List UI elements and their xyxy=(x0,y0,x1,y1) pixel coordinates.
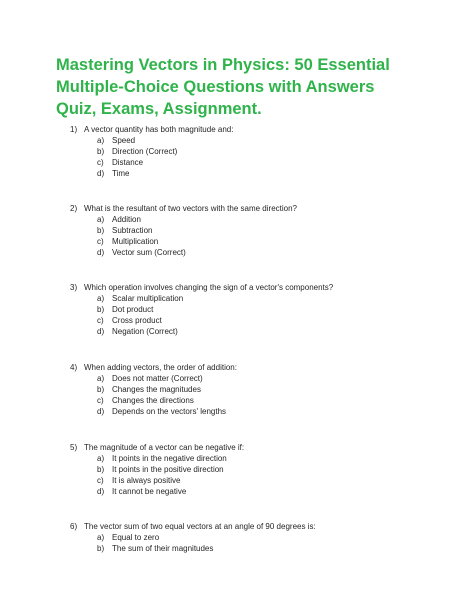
question-header xyxy=(0,362,474,373)
option-text: Changes the directions xyxy=(112,396,194,405)
question-text: What is the resultant of two vectors with the same direction? xyxy=(84,204,297,213)
option-text: Scalar multiplication xyxy=(112,294,184,303)
option-letter: a) xyxy=(97,136,105,145)
option-text: Multiplication xyxy=(112,237,159,246)
option-letter: d) xyxy=(97,169,105,178)
option-letter: c) xyxy=(97,396,104,405)
answer-option xyxy=(0,384,474,395)
answer-option xyxy=(0,373,474,384)
question-number: 3) xyxy=(70,283,78,292)
option-text: Time xyxy=(112,169,130,178)
question-number: 2) xyxy=(70,204,78,213)
option-text: Equal to zero xyxy=(112,533,160,542)
option-letter: d) xyxy=(97,407,105,416)
answer-option xyxy=(0,214,474,225)
option-letter: a) xyxy=(97,533,105,542)
answer-option xyxy=(0,326,474,337)
question-header xyxy=(0,203,474,214)
question-1 xyxy=(0,124,474,179)
question-number: 1) xyxy=(70,125,78,134)
option-letter: b) xyxy=(97,544,105,553)
option-letter: c) xyxy=(97,237,104,246)
option-text: Negation (Correct) xyxy=(112,327,178,336)
answer-option xyxy=(0,247,474,258)
answer-option xyxy=(0,543,474,554)
question-3 xyxy=(0,282,474,337)
question-text: A vector quantity has both magnitude and: xyxy=(84,125,234,134)
option-letter: b) xyxy=(97,465,105,474)
option-text: Depends on the vectors' lengths xyxy=(112,407,227,416)
answer-option xyxy=(0,293,474,304)
answer-option xyxy=(0,475,474,486)
option-text: It cannot be negative xyxy=(112,487,187,496)
option-text: Dot product xyxy=(112,305,154,314)
answer-option xyxy=(0,236,474,247)
option-letter: b) xyxy=(97,385,105,394)
option-letter: c) xyxy=(97,316,104,325)
question-header xyxy=(0,282,474,293)
answer-option xyxy=(0,135,474,146)
answer-option xyxy=(0,453,474,464)
answer-option xyxy=(0,464,474,475)
option-text: Subtraction xyxy=(112,226,153,235)
option-text: Addition xyxy=(112,215,141,224)
answer-option xyxy=(0,157,474,168)
answer-option xyxy=(0,146,474,157)
option-letter: b) xyxy=(97,305,105,314)
question-number: 5) xyxy=(70,443,78,452)
option-text: Changes the magnitudes xyxy=(112,385,201,394)
option-letter: c) xyxy=(97,158,104,167)
option-letter: a) xyxy=(97,294,105,303)
answer-option xyxy=(0,406,474,417)
question-4 xyxy=(0,362,474,417)
question-text: The vector sum of two equal vectors at an angle of 90 degrees is: xyxy=(84,522,316,531)
answer-option xyxy=(0,304,474,315)
option-letter: a) xyxy=(97,454,105,463)
question-header xyxy=(0,124,474,135)
option-text: It points in the negative direction xyxy=(112,454,227,463)
option-text: Direction (Correct) xyxy=(112,147,178,156)
option-letter: b) xyxy=(97,147,105,156)
question-6 xyxy=(0,521,474,554)
question-5 xyxy=(0,442,474,497)
answer-option xyxy=(0,532,474,543)
option-letter: a) xyxy=(97,215,105,224)
option-text: Distance xyxy=(112,158,144,167)
answer-option xyxy=(0,168,474,179)
answer-option xyxy=(0,486,474,497)
document-title: Mastering Vectors in Physics: 50 Essential Multiple-Choice Questions with Answers Quiz, Exams, Assignment. xyxy=(56,56,390,118)
option-text: It is always positive xyxy=(112,476,181,485)
question-text: Which operation involves changing the sign of a vector's components? xyxy=(84,283,334,292)
option-text: Cross product xyxy=(112,316,162,325)
answer-option xyxy=(0,225,474,236)
question-number: 4) xyxy=(70,363,78,372)
option-letter: b) xyxy=(97,226,105,235)
question-text: The magnitude of a vector can be negative if: xyxy=(84,443,245,452)
option-text: Vector sum (Correct) xyxy=(112,248,186,257)
option-letter: d) xyxy=(97,248,105,257)
option-text: The sum of their magnitudes xyxy=(112,544,214,553)
option-text: It points in the positive direction xyxy=(112,465,224,474)
option-letter: d) xyxy=(97,487,105,496)
option-text: Speed xyxy=(112,136,136,145)
answer-option xyxy=(0,315,474,326)
option-letter: a) xyxy=(97,374,105,383)
option-letter: d) xyxy=(97,327,105,336)
question-text: When adding vectors, the order of addition: xyxy=(84,363,237,372)
question-header xyxy=(0,521,474,532)
option-letter: c) xyxy=(97,476,104,485)
question-2 xyxy=(0,203,474,258)
question-header xyxy=(0,442,474,453)
question-number: 6) xyxy=(70,522,78,531)
option-text: Does not matter (Correct) xyxy=(112,374,203,383)
answer-option xyxy=(0,395,474,406)
